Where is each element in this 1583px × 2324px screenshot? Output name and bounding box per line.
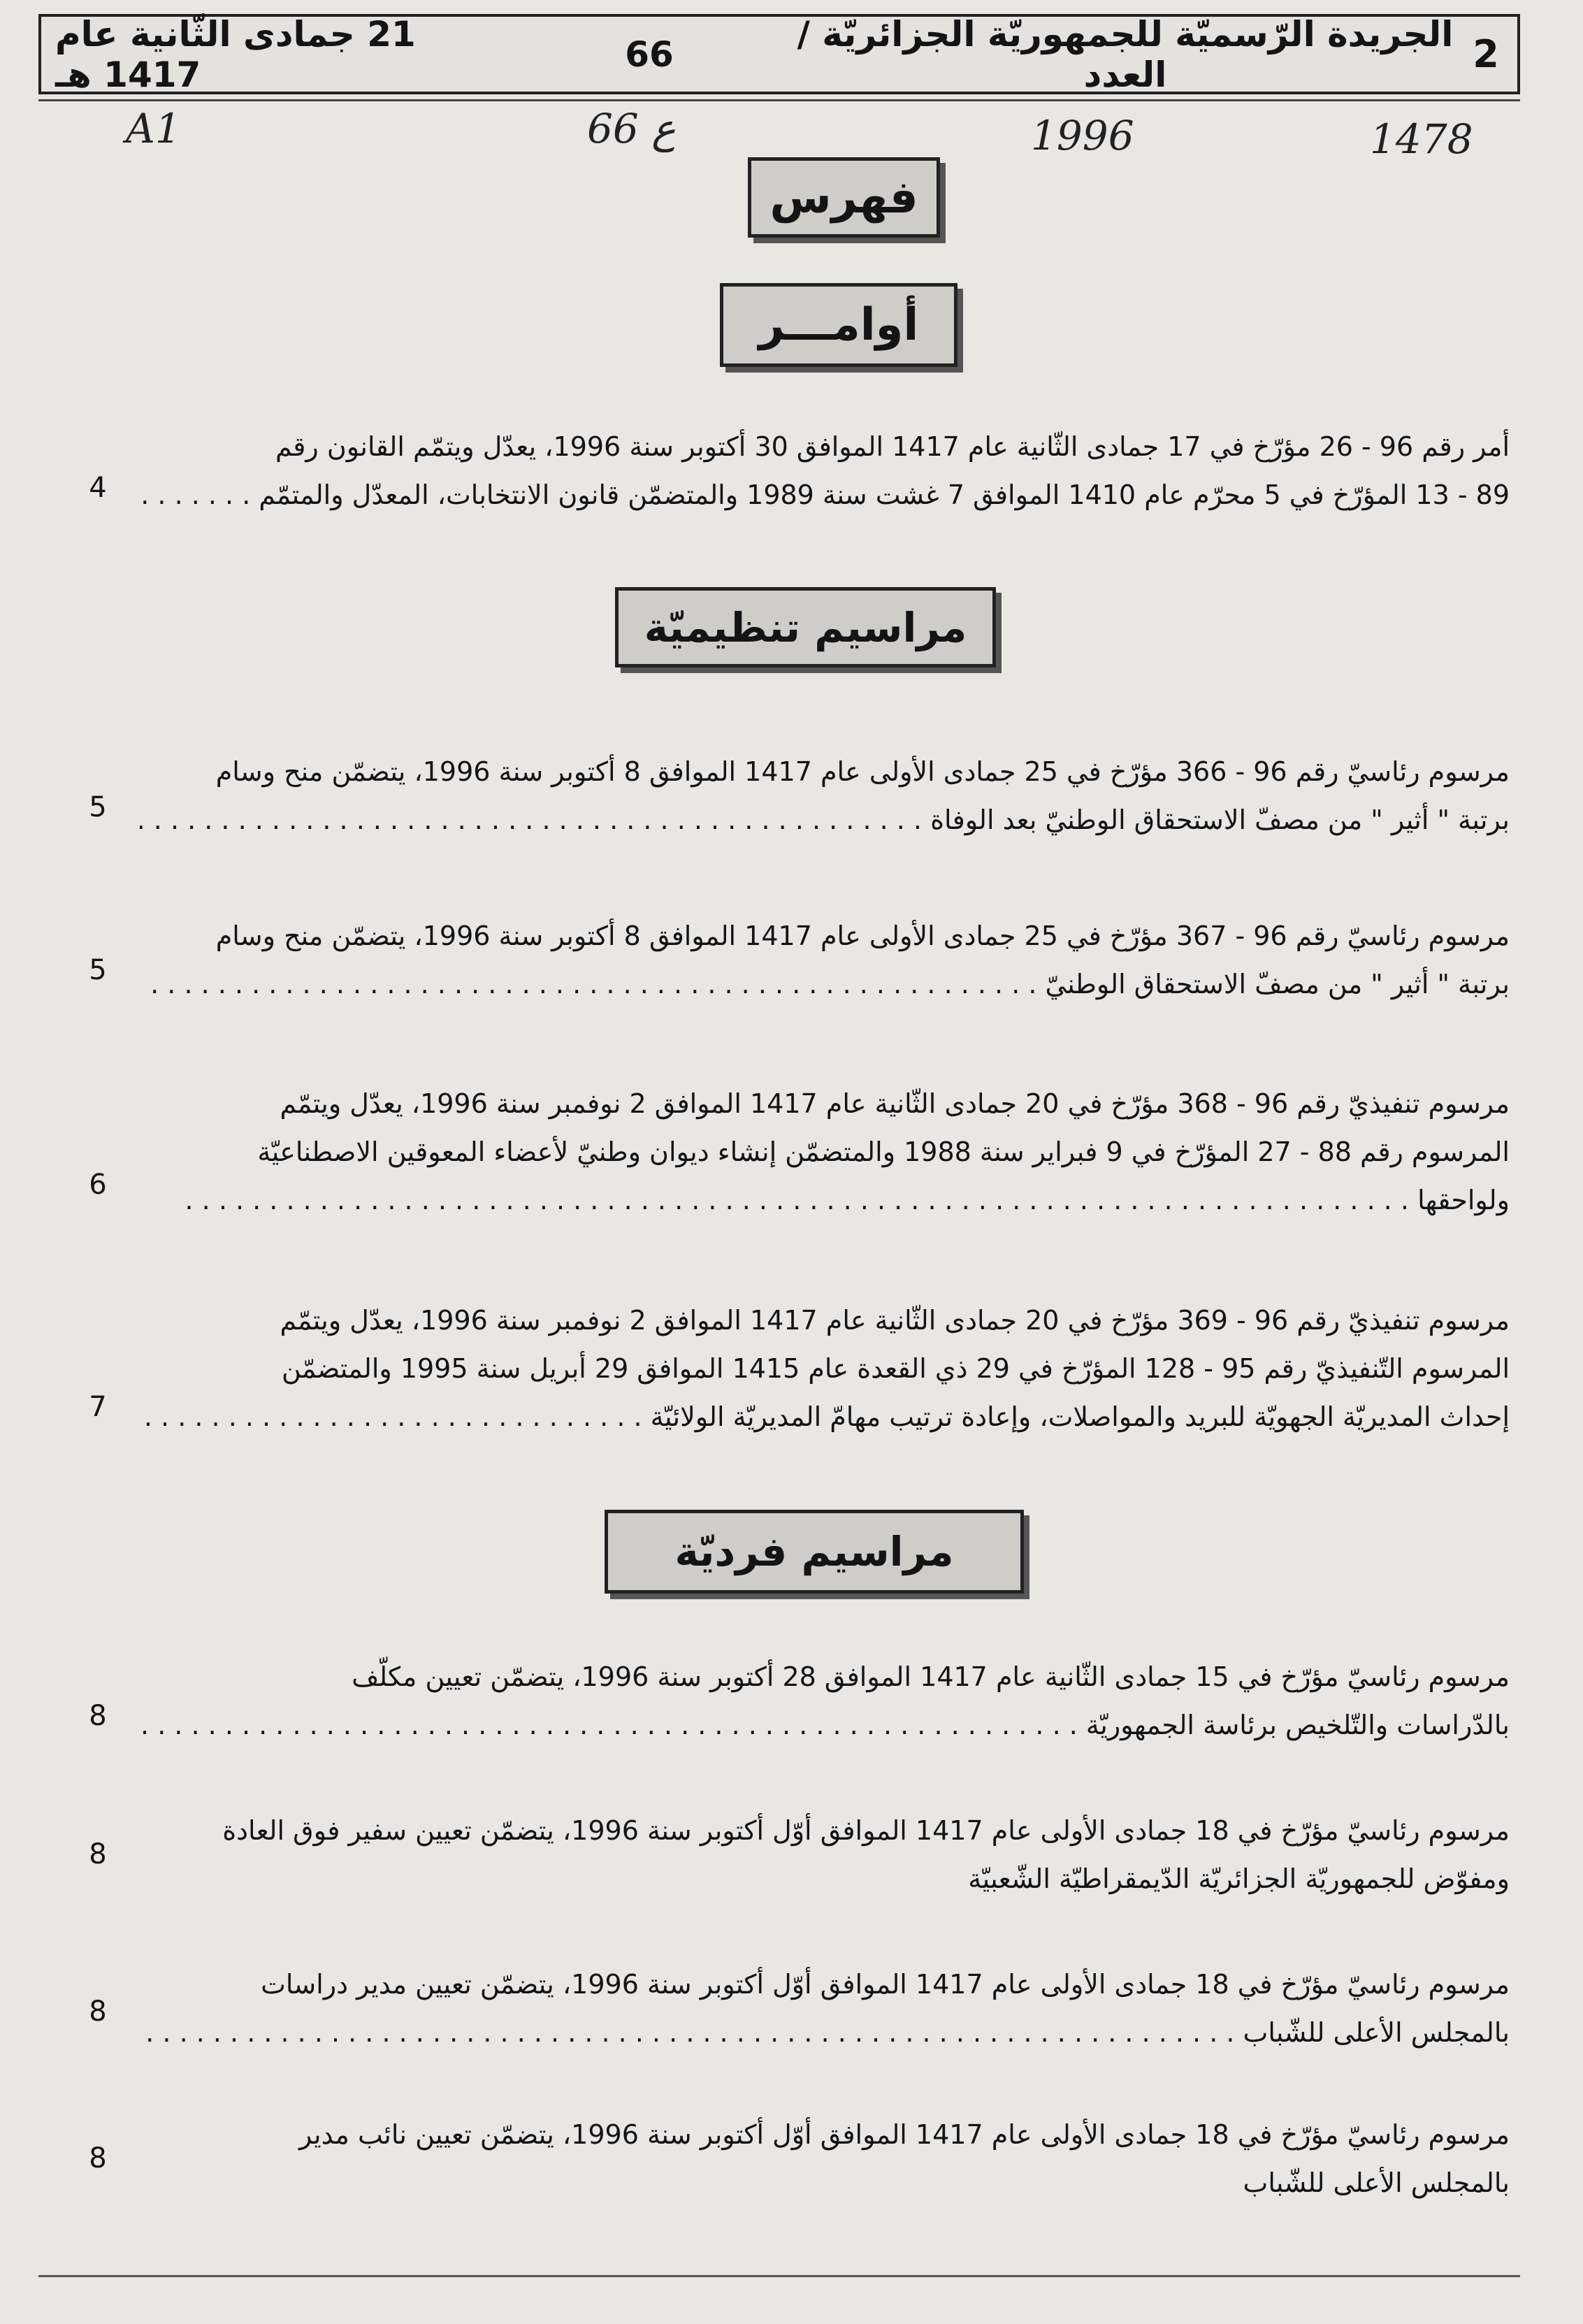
entry-line: برتبة " أثير " من مصفّ الاستحقاق الوطنيّ . . . [140, 960, 1510, 1009]
entry-line: بالدّراسات والتّلخيص برئاسة الجمهوريّة . . . [140, 1701, 1510, 1749]
entry-page-number: 8 [89, 1995, 107, 2028]
page-header [38, 14, 1520, 94]
entry-line: ومفوّض للجمهوريّة الجزائريّة الدّيمقراطيّة الشّعبيّة [968, 1863, 1510, 1894]
entry-line: مرسوم رئاسيّ رقم 96 - 366 مؤرّخ في 25 جمادى الأولى عام 1417 الموافق 8 أكتوبر سنة 1996، يتضمّن منح وسام [215, 756, 1510, 787]
entry-line: مرسوم رئاسيّ مؤرّخ في 15 جمادى الثّانية عام 1417 الموافق 28 أكتوبر سنة 1996، يتضمّن تعيين مكلّف [352, 1661, 1510, 1692]
handwritten-number: 1478 [1370, 115, 1473, 163]
entry-individual-decree-2 [140, 1807, 1510, 1903]
issue-number: 66 [625, 34, 674, 75]
entry-line: مرسوم تنفيذيّ رقم 96 - 369 مؤرّخ في 20 جمادى الثّانية عام 1417 الموافق 2 نوفمبر سنة 1996، يعدّل ويتمّم [280, 1305, 1510, 1336]
entry-line: المرسوم رقم 88 - 27 المؤرّخ في 9 فبراير سنة 1988 والمتضمّن إنشاء ديوان وطنيّ لأعضاء المعوقين الاصطناعيّة [257, 1136, 1510, 1167]
entry-decree-96-366 [140, 748, 1510, 844]
entry-line: بالمجلس الأعلى للشّباب . . . [140, 2009, 1510, 2057]
entry-decree-96-369 [140, 1297, 1510, 1441]
entry-line: مرسوم رئاسيّ مؤرّخ في 18 جمادى الأولى عام 1417 الموافق أوّل أكتوبر سنة 1996، يتضمّن تعيين نائب مدير [299, 2119, 1510, 2150]
entry-line: إحداث المديريّة الجهويّة للبريد والمواصلات، وإعادة ترتيب مهامّ المديريّة الولائيّة . . . [140, 1393, 1510, 1441]
entry-line: مرسوم تنفيذيّ رقم 96 - 368 مؤرّخ في 20 جمادى الثّانية عام 1417 الموافق 2 نوفمبر سنة 1996، يعدّل ويتمّم [280, 1088, 1510, 1119]
entry-line: مرسوم رئاسيّ مؤرّخ في 18 جمادى الأولى عام 1417 الموافق أوّل أكتوبر سنة 1996، يتضمّن تعيين سفير فوق العادة [222, 1815, 1510, 1846]
entry-page-number: 5 [89, 954, 107, 986]
entry-line: المرسوم التّنفيذيّ رقم 95 - 128 المؤرّخ في 29 ذي القعدة عام 1415 الموافق 29 أبريل سنة 1995 والمتضمّن [281, 1353, 1510, 1384]
entry-line: 89 - 13 المؤرّخ في 5 محرّم عام 1410 الموافق 7 غشت سنة 1989 والمتضمّن قانون الانتخابات، المعدّل والمتمّم . . . [140, 471, 1510, 519]
entry-line: بالمجلس الأعلى للشّباب [1243, 2167, 1510, 2198]
section-ordinances: أوامـــر [720, 283, 957, 367]
entry-page-number: 4 [89, 472, 107, 504]
header-rule [38, 99, 1520, 101]
entry-line: مرسوم رئاسيّ مؤرّخ في 18 جمادى الأولى عام 1417 الموافق أوّل أكتوبر سنة 1996، يتضمّن تعيين مدير دراسات [261, 1969, 1510, 2000]
entry-page-number: 8 [89, 2142, 107, 2174]
index-heading: فهرس [748, 157, 940, 238]
entry-ordinance-96-26 [140, 423, 1510, 519]
entry-line: أمر رقم 96 - 26 مؤرّخ في 17 جمادى الثّانية عام 1417 الموافق 30 أكتوبر سنة 1996، يعدّل ويتمّم القانون رقم [275, 431, 1510, 462]
handwritten-year: 1996 [1031, 112, 1134, 159]
entry-page-number: 8 [89, 1838, 107, 1870]
entry-page-number: 6 [89, 1169, 107, 1201]
entry-line: برتبة " أثير " من مصفّ الاستحقاق الوطنيّ بعد الوفاة . . . [140, 796, 1510, 844]
entry-line: مرسوم رئاسيّ رقم 96 - 367 مؤرّخ في 25 جمادى الأولى عام 1417 الموافق 8 أكتوبر سنة 1996، يتضمّن منح وسام [215, 921, 1510, 951]
handwritten-note-left: A1 [126, 105, 181, 152]
section-individual-decrees: مراسيم فرديّة [605, 1510, 1024, 1594]
entry-individual-decree-4 [140, 2111, 1510, 2207]
entry-decree-96-368 [140, 1080, 1510, 1225]
entry-line: ولواحقها . . . [140, 1176, 1510, 1225]
entry-page-number: 7 [89, 1391, 107, 1423]
page-number: 2 [1473, 32, 1499, 76]
entry-decree-96-367 [140, 912, 1510, 1009]
handwritten-note-center: 66 ع [587, 105, 676, 152]
entry-page-number: 5 [89, 791, 107, 823]
gazette-title: الجريدة الرّسميّة للجمهوريّة الجزائريّة / العدد [797, 13, 1454, 95]
issue-date: 21 جمادى الثّانية عام 1417 هـ [55, 13, 416, 95]
entry-individual-decree-3 [140, 1961, 1510, 2057]
entry-individual-decree-1 [140, 1653, 1510, 1749]
bottom-rule [38, 2275, 1520, 2277]
section-regulatory-decrees: مراسيم تنظيميّة [615, 587, 996, 667]
entry-page-number: 8 [89, 1700, 107, 1732]
